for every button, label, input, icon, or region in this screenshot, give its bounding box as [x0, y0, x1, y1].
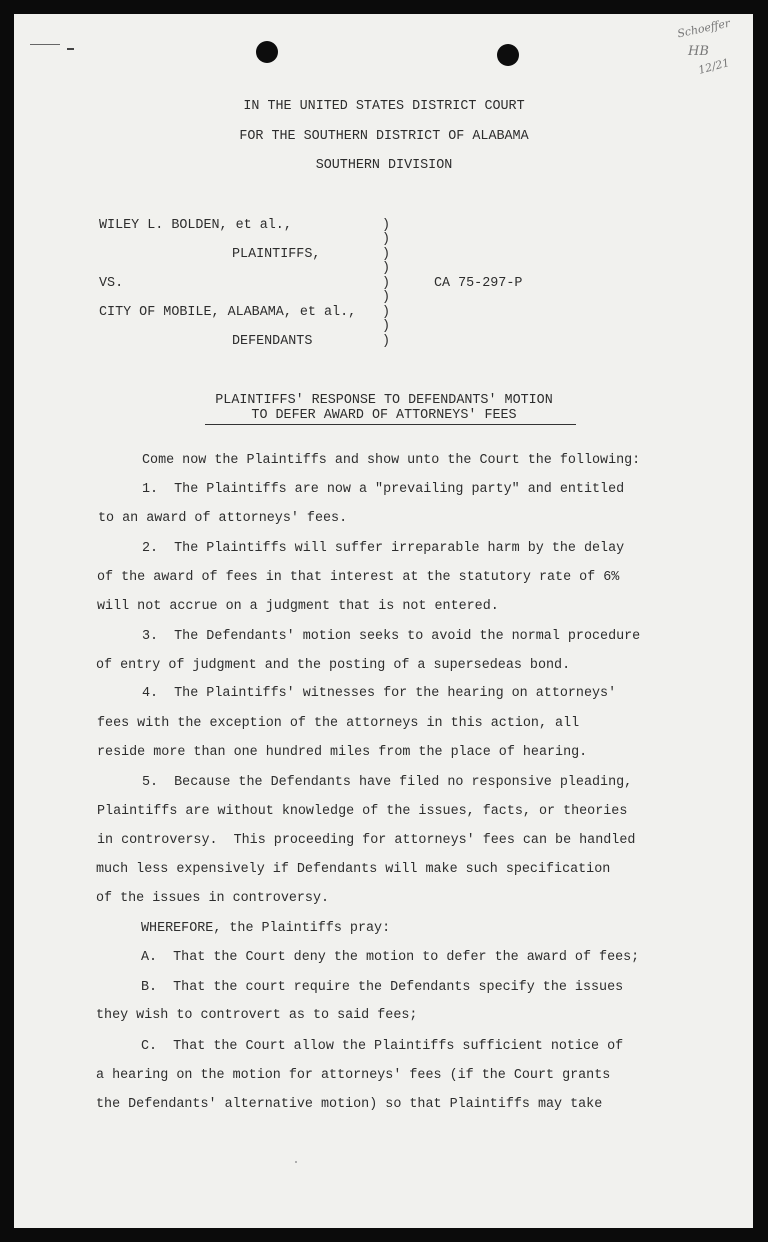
caption-paren: )	[382, 261, 391, 276]
document-title-line-2: TO DEFER AWARD OF ATTORNEYS' FEES	[251, 408, 517, 423]
body-line: of entry of judgment and the posting of a supersedeas bond.	[96, 658, 571, 673]
body-line: will not accrue on a judgment that is not entered.	[97, 599, 499, 614]
court-header-line-2: FOR THE SOUTHERN DISTRICT OF ALABAMA	[239, 129, 529, 144]
body-line: much less expensively if Defendants will make such specification	[96, 862, 611, 877]
document-title-line-1: PLAINTIFFS' RESPONSE TO DEFENDANTS' MOTION	[215, 393, 553, 408]
caption-plaintiff-role: PLAINTIFFS,	[232, 247, 321, 262]
caption-paren: )	[382, 305, 391, 320]
court-header-line-1: IN THE UNITED STATES DISTRICT COURT	[243, 99, 525, 114]
body-line: fees with the exception of the attorneys in this action, all	[97, 716, 580, 731]
case-number: CA 75-297-P	[434, 276, 523, 291]
body-line: reside more than one hundred miles from the place of hearing.	[97, 745, 588, 760]
punch-hole-left	[256, 41, 278, 63]
body-line: they wish to controvert as to said fees;	[96, 1008, 418, 1023]
court-header-line-3: SOUTHERN DIVISION	[315, 158, 453, 173]
body-line: WHEREFORE, the Plaintiffs pray:	[141, 921, 391, 936]
body-line: 3. The Defendants' motion seeks to avoid the normal procedure	[142, 629, 641, 644]
stray-mark	[30, 44, 60, 45]
caption-paren: )	[382, 247, 391, 262]
body-line: C. That the Court allow the Plaintiffs sufficient notice of	[141, 1039, 624, 1054]
body-line: Plaintiffs are without knowledge of the issues, facts, or theories	[97, 804, 628, 819]
caption-vs: VS.	[99, 276, 124, 291]
caption-paren: )	[382, 334, 391, 349]
body-line: A. That the Court deny the motion to defer the award of fees;	[141, 950, 640, 965]
caption-paren: )	[382, 276, 391, 291]
body-line: 2. The Plaintiffs will suffer irreparable harm by the delay	[142, 541, 625, 556]
body-line: to an award of attorneys' fees.	[98, 511, 348, 526]
body-line: in controversy. This proceeding for attorneys' fees can be handled	[97, 833, 636, 848]
body-line: 1. The Plaintiffs are now a "prevailing party" and entitled	[142, 482, 625, 497]
handwritten-note-date: 12/21	[696, 56, 731, 77]
handwritten-note-name: Schoeffer	[676, 16, 732, 41]
title-underline	[205, 424, 576, 425]
handwritten-note-initials: HB	[688, 44, 709, 59]
body-line: the Defendants' alternative motion) so that Plaintiffs may take	[96, 1097, 603, 1112]
caption-paren: )	[382, 319, 391, 334]
caption-defendant: CITY OF MOBILE, ALABAMA, et al.,	[99, 305, 357, 320]
body-line: of the award of fees in that interest at the statutory rate of 6%	[97, 570, 620, 585]
body-line: Come now the Plaintiffs and show unto the Court the following:	[142, 453, 641, 468]
caption-plaintiff: WILEY L. BOLDEN, et al.,	[99, 218, 292, 233]
body-line: B. That the court require the Defendants specify the issues	[141, 980, 624, 995]
body-line: of the issues in controversy.	[96, 891, 330, 906]
caption-defendant-role: DEFENDANTS	[232, 334, 313, 349]
paper-speck	[295, 1161, 297, 1163]
body-line: a hearing on the motion for attorneys' fees (if the Court grants	[96, 1068, 611, 1083]
caption-paren: )	[382, 232, 391, 247]
punch-hole-right	[497, 44, 519, 66]
caption-paren: )	[382, 290, 391, 305]
body-line: 4. The Plaintiffs' witnesses for the hearing on attorneys'	[142, 686, 617, 701]
stray-mark-2	[67, 48, 74, 50]
caption-paren: )	[382, 218, 391, 233]
body-line: 5. Because the Defendants have filed no responsive pleading,	[142, 775, 633, 790]
